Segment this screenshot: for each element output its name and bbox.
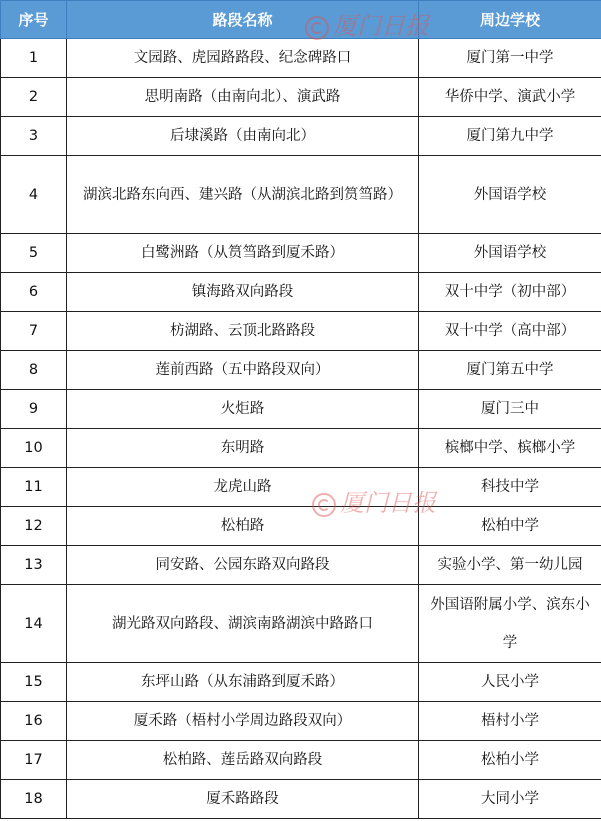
row-road: 白鹭洲路（从筼筜路到厦禾路）	[67, 234, 419, 273]
header-nearby-school: 周边学校	[419, 1, 601, 39]
row-road: 松柏路	[67, 507, 419, 546]
row-school: 外国语学校	[419, 234, 601, 273]
row-number: 8	[1, 351, 67, 390]
header-road-name: 路段名称	[67, 1, 419, 39]
row-number: 4	[1, 156, 67, 234]
row-school: 大同小学	[419, 780, 601, 819]
table-row	[1, 390, 601, 429]
watermark-text: 厦门日报	[333, 12, 429, 40]
row-school: 厦门三中	[419, 390, 601, 429]
row-number: 6	[1, 273, 67, 312]
row-school: 厦门第一中学	[419, 39, 601, 78]
row-road: 枋湖路、云顶北路路段	[67, 312, 419, 351]
row-number: 16	[1, 702, 67, 741]
row-number: 17	[1, 741, 67, 780]
table-row	[1, 351, 601, 390]
row-school: 华侨中学、演武小学	[419, 78, 601, 117]
row-road: 东坪山路（从东浦路到厦禾路）	[67, 663, 419, 702]
row-number: 2	[1, 78, 67, 117]
row-number: 11	[1, 468, 67, 507]
row-number: 13	[1, 546, 67, 585]
table-row	[1, 156, 601, 234]
row-number: 5	[1, 234, 67, 273]
row-road: 文园路、虎园路路段、纪念碑路口	[67, 39, 419, 78]
row-school: 人民小学	[419, 663, 601, 702]
table-row	[1, 702, 601, 741]
row-school: 双十中学（初中部）	[419, 273, 601, 312]
row-road: 莲前西路（五中路段双向）	[67, 351, 419, 390]
row-road: 湖光路双向路段、湖滨南路湖滨中路路口	[67, 585, 419, 663]
row-school: 外国语附属小学、滨东小学	[419, 585, 601, 663]
table-header-row	[1, 1, 601, 39]
row-number: 1	[1, 39, 67, 78]
table-row	[1, 39, 601, 78]
table-row	[1, 468, 601, 507]
table-row	[1, 78, 601, 117]
row-number: 15	[1, 663, 67, 702]
table-row	[1, 546, 601, 585]
table-row	[1, 429, 601, 468]
row-road: 东明路	[67, 429, 419, 468]
table-row	[1, 663, 601, 702]
row-number: 14	[1, 585, 67, 663]
row-road: 同安路、公园东路双向路段	[67, 546, 419, 585]
row-number: 9	[1, 390, 67, 429]
row-school: 松柏中学	[419, 507, 601, 546]
table-row	[1, 585, 601, 663]
row-school: 外国语学校	[419, 156, 601, 234]
row-number: 7	[1, 312, 67, 351]
header-number: 序号	[1, 1, 67, 39]
row-road: 镇海路双向路段	[67, 273, 419, 312]
row-school: 科技中学	[419, 468, 601, 507]
row-road: 湖滨北路东向西、建兴路（从湖滨北路到筼筜路）	[67, 156, 419, 234]
table-row	[1, 273, 601, 312]
row-road: 后埭溪路（由南向北）	[67, 117, 419, 156]
table-row	[1, 507, 601, 546]
row-number: 3	[1, 117, 67, 156]
row-school: 松柏小学	[419, 741, 601, 780]
table-row	[1, 312, 601, 351]
table-row	[1, 780, 601, 819]
row-school: 梧村小学	[419, 702, 601, 741]
table-row	[1, 741, 601, 780]
row-road: 松柏路、莲岳路双向路段	[67, 741, 419, 780]
row-school: 实验小学、第一幼儿园	[419, 546, 601, 585]
row-school: 厦门第九中学	[419, 117, 601, 156]
row-road: 思明南路（由南向北）、演武路	[67, 78, 419, 117]
row-school: 槟榔中学、槟榔小学	[419, 429, 601, 468]
table-row	[1, 234, 601, 273]
row-road: 厦禾路（梧村小学周边路段双向）	[67, 702, 419, 741]
row-road: 厦禾路路段	[67, 780, 419, 819]
row-road: 火炬路	[67, 390, 419, 429]
row-school: 厦门第五中学	[419, 351, 601, 390]
row-road: 龙虎山路	[67, 468, 419, 507]
table-row	[1, 117, 601, 156]
row-number: 18	[1, 780, 67, 819]
row-school: 双十中学（高中部）	[419, 312, 601, 351]
row-number: 12	[1, 507, 67, 546]
row-number: 10	[1, 429, 67, 468]
watermark-text: 厦门日报	[340, 489, 436, 517]
